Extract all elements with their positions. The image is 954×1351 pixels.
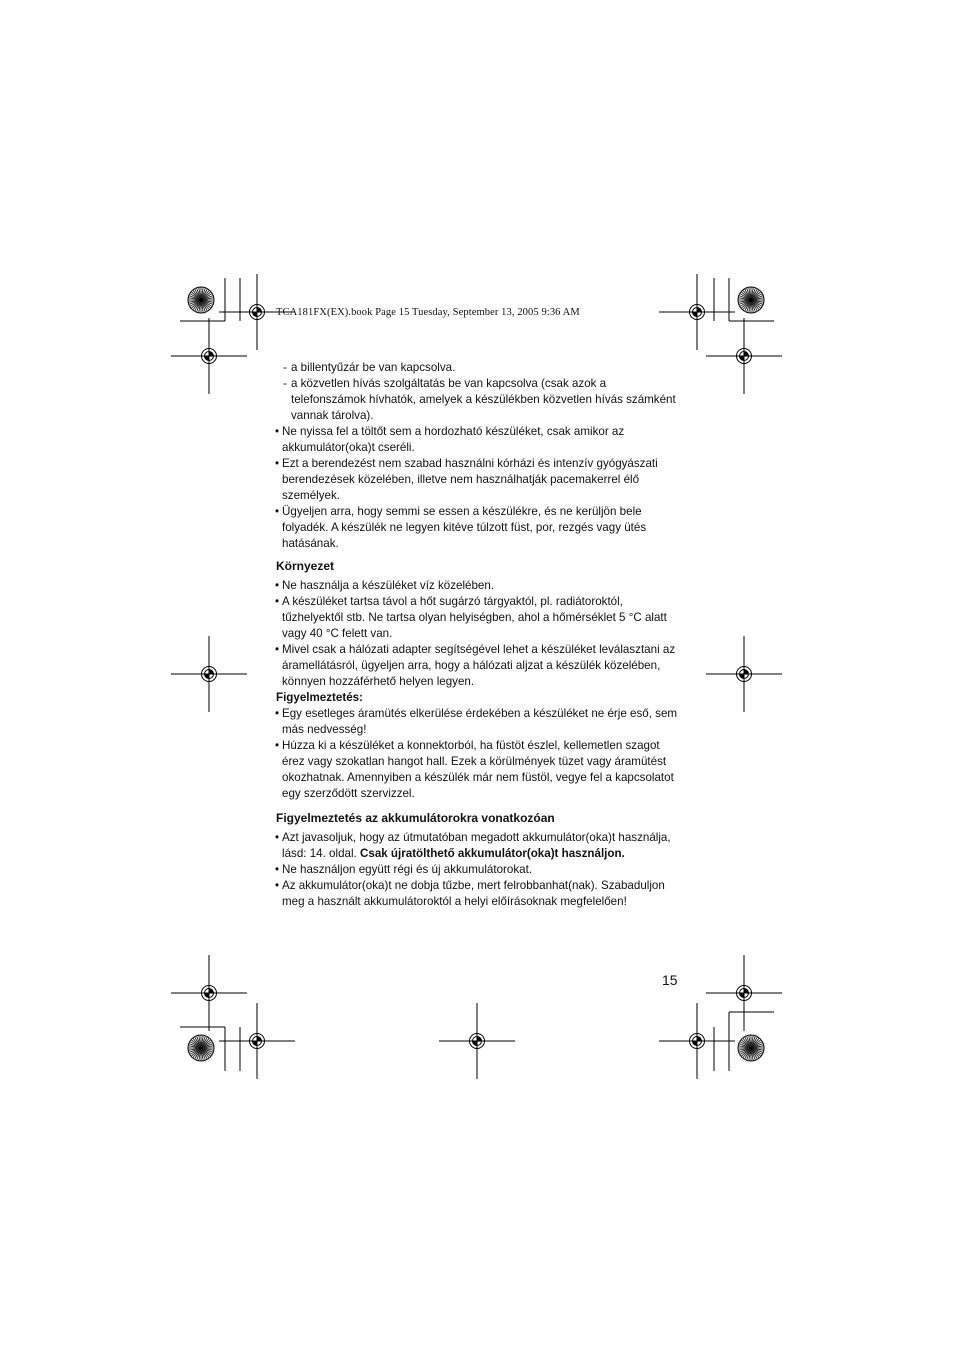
bullet-item: • Mivel csak a hálózati adapter segítségével lehet a készüléket leválasztani az áramellátásról, ügyeljen arra, hogy a hálózati aljzat a készülék közelében, könnyen hozzáférhető helyen legyen.: [276, 642, 680, 690]
page-content: [276, 360, 680, 910]
dash-item: - a billentyűzár be van kapcsolva.: [276, 360, 680, 376]
bullet-item: • Ügyeljen arra, hogy semmi se essen a készülékre, és ne kerüljön bele folyadék. A készülék ne legyen kitéve túlzott füst, por, rezgés vagy ütés hatásának.: [276, 504, 680, 552]
dash-item: - a közvetlen hívás szolgáltatás be van kapcsolva (csak azok a telefonszámok hívhatók, amelyek a készülékben közvetlen hívás számként vannak tárolva).: [276, 376, 680, 424]
bullet-item: • Húzza ki a készüléket a konnektorból, ha füstöt észlel, kellemetlen szagot érez vagy szokatlan hangot hall. Ezek a körülmények tüzet vagy áramütést okozhatnak. Amennyiben a készülék már nem füstöl, vegye fel a kapcsolatot egy szerződött szervizzel.: [276, 738, 680, 802]
registration-crosshair-icon: [171, 955, 247, 1031]
section-heading-battery: Figyelmeztetés az akkumulátorokra vonatkozóan: [276, 811, 555, 825]
bullet-item: • Ezt a berendezést nem szabad használni kórházi és intenzív gyógyászati berendezések közelében, illetve nem használhatják pacemakerrel élő személyek.: [276, 456, 680, 504]
warning-label: Figyelmeztetés:: [276, 691, 363, 704]
registration-crosshair-icon: [439, 1003, 515, 1079]
registration-crosshair-icon: [659, 274, 735, 350]
book-info-header: TCA181FX(EX).book Page 15 Tuesday, September 13, 2005 9:36 AM: [276, 307, 580, 318]
registration-crosshair-icon: [219, 1003, 295, 1079]
bullet-item: • Az akkumulátor(oka)t ne dobja tűzbe, mert felrobbanhat(nak). Szabaduljon meg a használt akkumulátoroktól a helyi előírásoknak megfelelően!: [276, 878, 680, 910]
bullet-item: • Ne nyissa fel a töltőt sem a hordozható készüléket, csak amikor az akkumulátor(oka)t cseréli.: [276, 424, 680, 456]
section-heading-environment: Környezet: [276, 559, 335, 573]
bullet-item: • Ne használjon együtt régi és új akkumulátorokat.: [276, 862, 680, 878]
starburst-target-icon: [738, 287, 764, 313]
registration-crosshair-icon: [171, 636, 247, 712]
battery-recommendation-text: Azt javasoljuk, hogy az útmutatóban megadott akkumulátor(oka)t használja, lásd: 14. oldal.: [282, 831, 671, 860]
bullet-item: [276, 830, 680, 862]
registration-crosshair-icon: [706, 636, 782, 712]
registration-crosshair-icon: [659, 1003, 735, 1079]
bullet-item: • A készüléket tartsa távol a hőt sugárzó tárgyaktól, pl. radiátoroktól, tűzhelyektől stb. Ne tartsa olyan helyiségben, ahol a hőmérséklet 5 °C alatt vagy 40 °C felett van.: [276, 594, 680, 642]
starburst-target-icon: [738, 1035, 764, 1061]
registration-crosshair-icon: [171, 318, 247, 394]
starburst-target-icon: [188, 1035, 214, 1061]
page-number: 15: [662, 972, 678, 988]
registration-crosshair-icon: [706, 955, 782, 1031]
bullet-item: • Egy esetleges áramütés elkerülése érdekében a készüléket ne érje eső, sem más nedvesség!: [276, 706, 680, 738]
starburst-target-icon: [188, 287, 214, 313]
bullet-item: • Ne használja a készüléket víz közelében.: [276, 578, 680, 594]
battery-recommendation-emphasis: Csak újratölthető akkumulátor(oka)t használjon.: [360, 847, 625, 860]
registration-crosshair-icon: [706, 318, 782, 394]
